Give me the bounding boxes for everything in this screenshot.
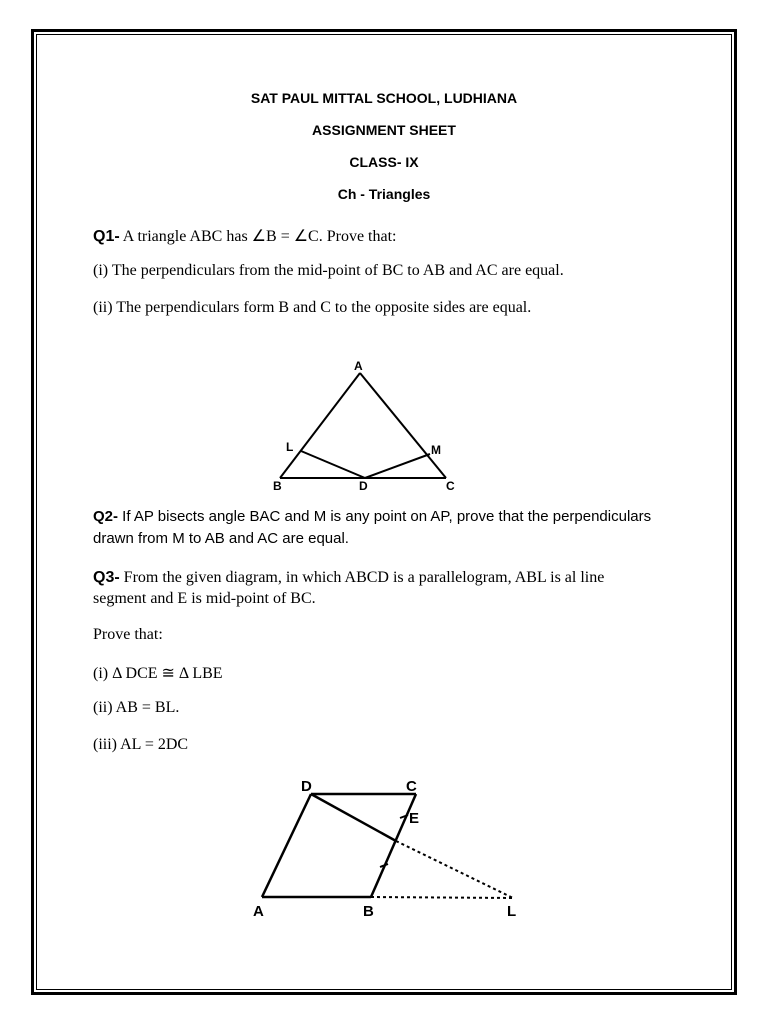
q2-statement — [93, 508, 651, 525]
q1-triangle-diagram — [270, 355, 470, 495]
school-name: SAT PAUL MITTAL SCHOOL, LUDHIANA — [250, 90, 518, 106]
side-ad — [262, 794, 311, 897]
q1-number: Q1- — [93, 228, 120, 245]
segment-bl-dotted — [371, 897, 513, 898]
chapter-title: Ch - Triangles — [337, 186, 431, 202]
vertex-label-c: C — [446, 479, 455, 493]
perpendicular-dl — [301, 451, 365, 478]
tick-mark-eb — [380, 864, 388, 867]
side-ac — [360, 373, 446, 478]
q1-part-2: (ii) The perpendiculars form B and C to the opposite sides are equal. — [93, 299, 532, 316]
q1-part-1: (i) The perpendiculars from the mid-point of BC to AB and AC are equal. — [93, 262, 564, 279]
q3-prove-label: Prove that: — [93, 626, 163, 643]
side-ab — [280, 373, 360, 478]
sheet-title: ASSIGNMENT SHEET — [312, 122, 456, 138]
q3-part-3: (iii) AL = 2DC — [93, 736, 189, 753]
q3-part-1: (i) Δ DCE ≅ Δ LBE — [93, 665, 223, 682]
perpendicular-dm — [365, 454, 430, 478]
vertex-label-m: M — [431, 443, 441, 457]
vertex-label-d: D — [359, 479, 368, 493]
class-label: CLASS- IX — [349, 154, 419, 170]
segment-de — [311, 794, 396, 841]
q2-number: Q2- — [93, 508, 119, 525]
q3-line-2: segment and E is mid-point of BC. — [93, 590, 316, 607]
vertex-label-a: A — [253, 903, 264, 920]
vertex-label-d: D — [301, 778, 312, 795]
q3-number: Q3- — [93, 569, 120, 586]
vertex-label-b: B — [363, 903, 374, 920]
vertex-label-c: C — [406, 778, 417, 795]
q3-statement — [93, 569, 604, 587]
q3-line-1: From the given diagram, in which ABCD is a parallelogram, ABL is al line — [119, 569, 605, 586]
vertex-label-a: A — [354, 359, 363, 373]
vertex-label-b: B — [273, 479, 282, 493]
q3-part-2: (ii) AB = BL. — [93, 699, 180, 716]
q2-line-2: drawn from M to AB and AC are equal. — [93, 530, 349, 547]
q1-text: A triangle ABC has ∠B = ∠C. Prove that: — [119, 228, 397, 245]
segment-el-dotted — [396, 841, 513, 898]
q3-parallelogram-diagram — [245, 770, 535, 925]
vertex-label-e: E — [409, 810, 420, 827]
vertex-label-l: L — [507, 903, 517, 920]
q2-line-1: If AP bisects angle BAC and M is any point on AP, prove that the perpendiculars — [118, 508, 652, 525]
q1-statement — [93, 226, 397, 246]
vertex-label-l: L — [286, 440, 294, 454]
